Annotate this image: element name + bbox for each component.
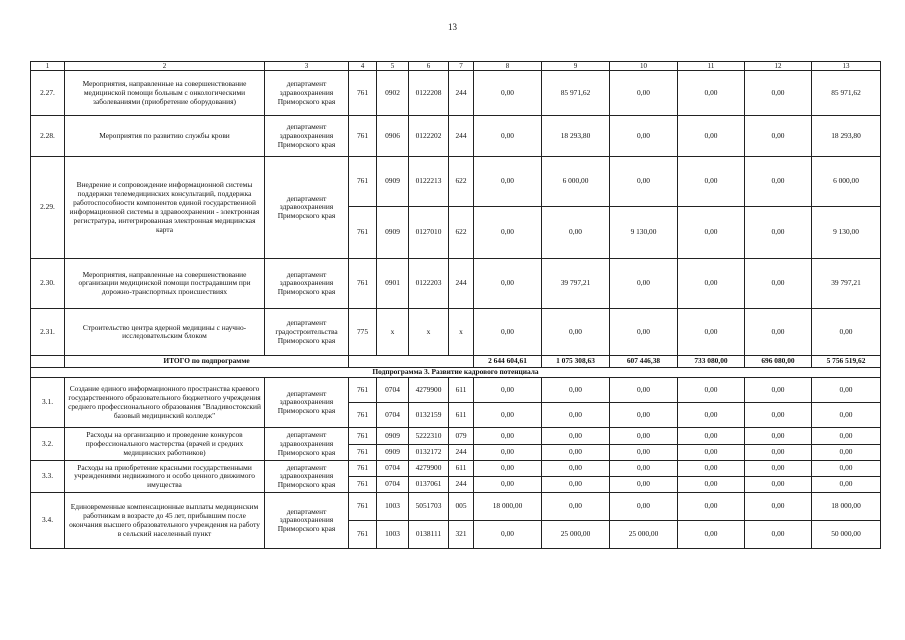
cell-c10: 0,00 xyxy=(610,445,678,461)
total-c11: 733 080,00 xyxy=(678,356,745,368)
cell-c6: 0132159 xyxy=(409,403,449,428)
cell-c4: 761 xyxy=(349,116,377,157)
cell-c11: 0,00 xyxy=(678,309,745,356)
column-number: 8 xyxy=(474,62,542,71)
cell-c6: 4279900 xyxy=(409,378,449,403)
cell-c11: 0,00 xyxy=(678,521,745,549)
cell-c4: 761 xyxy=(349,207,377,259)
cell-c4: 761 xyxy=(349,157,377,207)
cell-c12: 0,00 xyxy=(745,461,812,477)
cell-c5: 1003 xyxy=(377,521,409,549)
cell-c9: 0,00 xyxy=(542,461,610,477)
cell-c13: 0,00 xyxy=(812,403,881,428)
cell-c8: 0,00 xyxy=(474,461,542,477)
cell-c7: 079 xyxy=(449,428,474,445)
row-number: 2.27. xyxy=(31,71,65,116)
cell-c5: 0704 xyxy=(377,378,409,403)
row-name: Мероприятия, направленные на совершенствование организации медицинской помощи пострадавшим при дорожно-транспортных происшествиях xyxy=(65,259,265,309)
cell-c9: 39 797,21 xyxy=(542,259,610,309)
cell-c6: x xyxy=(409,309,449,356)
cell-c5: 0901 xyxy=(377,259,409,309)
cell-c11: 0,00 xyxy=(678,428,745,445)
cell-c13: 0,00 xyxy=(812,309,881,356)
cell-c8: 0,00 xyxy=(474,378,542,403)
cell-c11: 0,00 xyxy=(678,116,745,157)
cell-c11: 0,00 xyxy=(678,493,745,521)
cell-c5: 1003 xyxy=(377,493,409,521)
cell-c13: 18 293,80 xyxy=(812,116,881,157)
cell-c13: 0,00 xyxy=(812,428,881,445)
row-number: 3.1. xyxy=(31,378,65,428)
cell-c10: 25 000,00 xyxy=(610,521,678,549)
cell-c9: 0,00 xyxy=(542,445,610,461)
table-row xyxy=(31,378,881,403)
cell-c13: 0,00 xyxy=(812,378,881,403)
page-number: 13 xyxy=(448,22,457,32)
cell-c7: 244 xyxy=(449,71,474,116)
cell-c6: 0138111 xyxy=(409,521,449,549)
cell-c6: 5051703 xyxy=(409,493,449,521)
cell-c4: 761 xyxy=(349,403,377,428)
row-department: департамент здравоохранения Приморского края xyxy=(265,461,349,493)
table-row xyxy=(31,259,881,309)
cell-c6: 0122202 xyxy=(409,116,449,157)
cell-c11: 0,00 xyxy=(678,71,745,116)
cell-c11: 0,00 xyxy=(678,445,745,461)
cell-c13: 0,00 xyxy=(812,477,881,493)
cell-c12: 0,00 xyxy=(745,477,812,493)
cell-c12: 0,00 xyxy=(745,403,812,428)
row-name: Расходы на приобретение красными государственными учреждениями недвижимого и особо ценного движимого имущества xyxy=(65,461,265,493)
total-c13: 5 756 519,62 xyxy=(812,356,881,368)
cell-c9: 25 000,00 xyxy=(542,521,610,549)
cell-c11: 0,00 xyxy=(678,477,745,493)
cell-c5: 0902 xyxy=(377,71,409,116)
column-number: 7 xyxy=(449,62,474,71)
cell-c7: 622 xyxy=(449,207,474,259)
budget-table xyxy=(30,61,881,549)
cell-c5: 0704 xyxy=(377,403,409,428)
row-number: 2.29. xyxy=(31,157,65,259)
cell-c6: 5222310 xyxy=(409,428,449,445)
cell-c9: 18 293,80 xyxy=(542,116,610,157)
total-c9: 1 075 308,63 xyxy=(542,356,610,368)
column-number: 12 xyxy=(745,62,812,71)
table-row xyxy=(31,428,881,445)
cell-c7: 244 xyxy=(449,259,474,309)
cell-c10: 0,00 xyxy=(610,461,678,477)
cell-c9: 0,00 xyxy=(542,207,610,259)
row-number: 2.30. xyxy=(31,259,65,309)
cell-c12: 0,00 xyxy=(745,71,812,116)
cell-c9: 0,00 xyxy=(542,403,610,428)
cell-c6: 0122213 xyxy=(409,157,449,207)
cell-c12: 0,00 xyxy=(745,207,812,259)
cell-c12: 0,00 xyxy=(745,493,812,521)
cell-c10: 0,00 xyxy=(610,477,678,493)
cell-c10: 0,00 xyxy=(610,428,678,445)
row-number: 3.3. xyxy=(31,461,65,493)
row-department: департамент здравоохранения Приморского края xyxy=(265,157,349,259)
column-number: 4 xyxy=(349,62,377,71)
cell-c5: 0906 xyxy=(377,116,409,157)
cell-c8: 18 000,00 xyxy=(474,493,542,521)
cell-c9: 0,00 xyxy=(542,309,610,356)
cell-c9: 6 000,00 xyxy=(542,157,610,207)
cell-c6: 0127010 xyxy=(409,207,449,259)
row-name: Строительство центра ядерной медицины с научно-исследовательским блоком xyxy=(65,309,265,356)
row-name: Создание единого информационного пространства краевого государственного образовательного бюджетного учреждения среднего профессионального образования "Владивостокский базовый медицинский колледж" xyxy=(65,378,265,428)
cell-c7: 244 xyxy=(449,477,474,493)
cell-c8: 0,00 xyxy=(474,309,542,356)
cell-c7: 244 xyxy=(449,116,474,157)
cell-c10: 0,00 xyxy=(610,309,678,356)
cell-c13: 0,00 xyxy=(812,461,881,477)
row-department: департамент здравоохранения Приморского края xyxy=(265,71,349,116)
column-number: 10 xyxy=(610,62,678,71)
cell-c12: 0,00 xyxy=(745,521,812,549)
table-row xyxy=(31,71,881,116)
section-row xyxy=(31,368,881,378)
column-number: 11 xyxy=(678,62,745,71)
section-title: Подпрограмма 3. Развитие кадрового потенциала xyxy=(31,368,881,378)
row-department: департамент здравоохранения Приморского края xyxy=(265,259,349,309)
column-number: 6 xyxy=(409,62,449,71)
table-row xyxy=(31,461,881,477)
cell-c9: 0,00 xyxy=(542,493,610,521)
row-name: Расходы на организацию и проведение конкурсов профессионального мастерства (врачей и средних медицинских работников) xyxy=(65,428,265,461)
row-department: департамент градостроительства Приморского края xyxy=(265,309,349,356)
cell-c5: 0909 xyxy=(377,428,409,445)
cell-c4: 761 xyxy=(349,477,377,493)
table-row xyxy=(31,309,881,356)
cell-c8: 0,00 xyxy=(474,71,542,116)
cell-c4: 761 xyxy=(349,71,377,116)
total-c12: 696 080,00 xyxy=(745,356,812,368)
cell-c4: 761 xyxy=(349,445,377,461)
total-label: ИТОГО по подпрограмме xyxy=(65,356,349,368)
cell-c11: 0,00 xyxy=(678,461,745,477)
row-number: 3.4. xyxy=(31,493,65,549)
row-name: Внедрение и сопровождение информационной системы поддержки телемедицинских консультаций, поддержка работоспособности компонентов единой государственной информационной системы в здравоохранении - электронная регистратура, интегрированная электронная медицинская карта xyxy=(65,157,265,259)
cell-c12: 0,00 xyxy=(745,428,812,445)
cell-c13: 18 000,00 xyxy=(812,493,881,521)
cell-c11: 0,00 xyxy=(678,403,745,428)
total-c10: 607 446,38 xyxy=(610,356,678,368)
cell-c8: 0,00 xyxy=(474,403,542,428)
cell-c13: 9 130,00 xyxy=(812,207,881,259)
cell-c7: 321 xyxy=(449,521,474,549)
cell-c8: 0,00 xyxy=(474,116,542,157)
column-number: 2 xyxy=(65,62,265,71)
table-row xyxy=(31,493,881,521)
cell-c8: 0,00 xyxy=(474,428,542,445)
cell-c8: 0,00 xyxy=(474,445,542,461)
cell-c10: 0,00 xyxy=(610,157,678,207)
cell-c11: 0,00 xyxy=(678,378,745,403)
cell-c7: 244 xyxy=(449,445,474,461)
total-row xyxy=(31,356,881,368)
total-c8: 2 644 604,61 xyxy=(474,356,542,368)
cell-c12: 0,00 xyxy=(745,445,812,461)
column-number: 3 xyxy=(265,62,349,71)
row-number: 2.28. xyxy=(31,116,65,157)
cell-c7: 005 xyxy=(449,493,474,521)
cell-c6: 0122203 xyxy=(409,259,449,309)
cell-c9: 85 971,62 xyxy=(542,71,610,116)
cell-c12: 0,00 xyxy=(745,309,812,356)
cell-c12: 0,00 xyxy=(745,157,812,207)
cell-c8: 0,00 xyxy=(474,157,542,207)
cell-c5: 0704 xyxy=(377,461,409,477)
cell-c4: 761 xyxy=(349,428,377,445)
row-name: Единовременные компенсационные выплаты медицинским работникам в возрасте до 45 лет, прибывшим после окончания высшего образовательного учреждения на работу в сельский населенный пункт xyxy=(65,493,265,549)
column-number-row xyxy=(31,62,881,71)
cell-c11: 0,00 xyxy=(678,259,745,309)
row-name: Мероприятия по развитию службы крови xyxy=(65,116,265,157)
cell-c13: 6 000,00 xyxy=(812,157,881,207)
cell-c10: 0,00 xyxy=(610,378,678,403)
row-name: Мероприятия, направленные на совершенствование медицинской помощи больным с онкологическими заболеваниями (приобретение оборудования) xyxy=(65,71,265,116)
cell-c4: 761 xyxy=(349,461,377,477)
cell-c13: 50 000,00 xyxy=(812,521,881,549)
cell-c10: 9 130,00 xyxy=(610,207,678,259)
row-department: департамент здравоохранения Приморского края xyxy=(265,378,349,428)
cell-c10: 0,00 xyxy=(610,71,678,116)
cell-c7: 611 xyxy=(449,378,474,403)
row-department: департамент здравоохранения Приморского края xyxy=(265,116,349,157)
cell-c12: 0,00 xyxy=(745,259,812,309)
cell-c8: 0,00 xyxy=(474,259,542,309)
cell-c4: 761 xyxy=(349,493,377,521)
cell-c13: 39 797,21 xyxy=(812,259,881,309)
column-number: 5 xyxy=(377,62,409,71)
cell-c7: x xyxy=(449,309,474,356)
cell-c7: 611 xyxy=(449,403,474,428)
column-number: 13 xyxy=(812,62,881,71)
column-number: 1 xyxy=(31,62,65,71)
table-row xyxy=(31,116,881,157)
cell-c12: 0,00 xyxy=(745,378,812,403)
cell-c11: 0,00 xyxy=(678,157,745,207)
cell-c4: 775 xyxy=(349,309,377,356)
cell-c7: 622 xyxy=(449,157,474,207)
cell-c13: 0,00 xyxy=(812,445,881,461)
cell-c5: 0909 xyxy=(377,157,409,207)
cell-c8: 0,00 xyxy=(474,207,542,259)
cell-c13: 85 971,62 xyxy=(812,71,881,116)
cell-c9: 0,00 xyxy=(542,477,610,493)
table-row xyxy=(31,157,881,207)
cell-c6: 0132172 xyxy=(409,445,449,461)
cell-c10: 0,00 xyxy=(610,403,678,428)
cell-c8: 0,00 xyxy=(474,477,542,493)
cell-c6: 4279900 xyxy=(409,461,449,477)
cell-c9: 0,00 xyxy=(542,428,610,445)
cell-c5: 0909 xyxy=(377,207,409,259)
cell-c10: 0,00 xyxy=(610,493,678,521)
column-number: 9 xyxy=(542,62,610,71)
row-number: 3.2. xyxy=(31,428,65,461)
cell-c6: 0122208 xyxy=(409,71,449,116)
cell-c4: 761 xyxy=(349,378,377,403)
cell-c5: 0909 xyxy=(377,445,409,461)
cell-c10: 0,00 xyxy=(610,259,678,309)
cell-c4: 761 xyxy=(349,521,377,549)
cell-c12: 0,00 xyxy=(745,116,812,157)
cell-c11: 0,00 xyxy=(678,207,745,259)
cell-c6: 0137061 xyxy=(409,477,449,493)
cell-c9: 0,00 xyxy=(542,378,610,403)
row-department: департамент здравоохранения Приморского края xyxy=(265,428,349,461)
cell-c4: 761 xyxy=(349,259,377,309)
cell-c5: x xyxy=(377,309,409,356)
row-number: 2.31. xyxy=(31,309,65,356)
cell-c5: 0704 xyxy=(377,477,409,493)
cell-c10: 0,00 xyxy=(610,116,678,157)
row-department: департамент здравоохранения Приморского края xyxy=(265,493,349,549)
cell-c7: 611 xyxy=(449,461,474,477)
cell-c8: 0,00 xyxy=(474,521,542,549)
